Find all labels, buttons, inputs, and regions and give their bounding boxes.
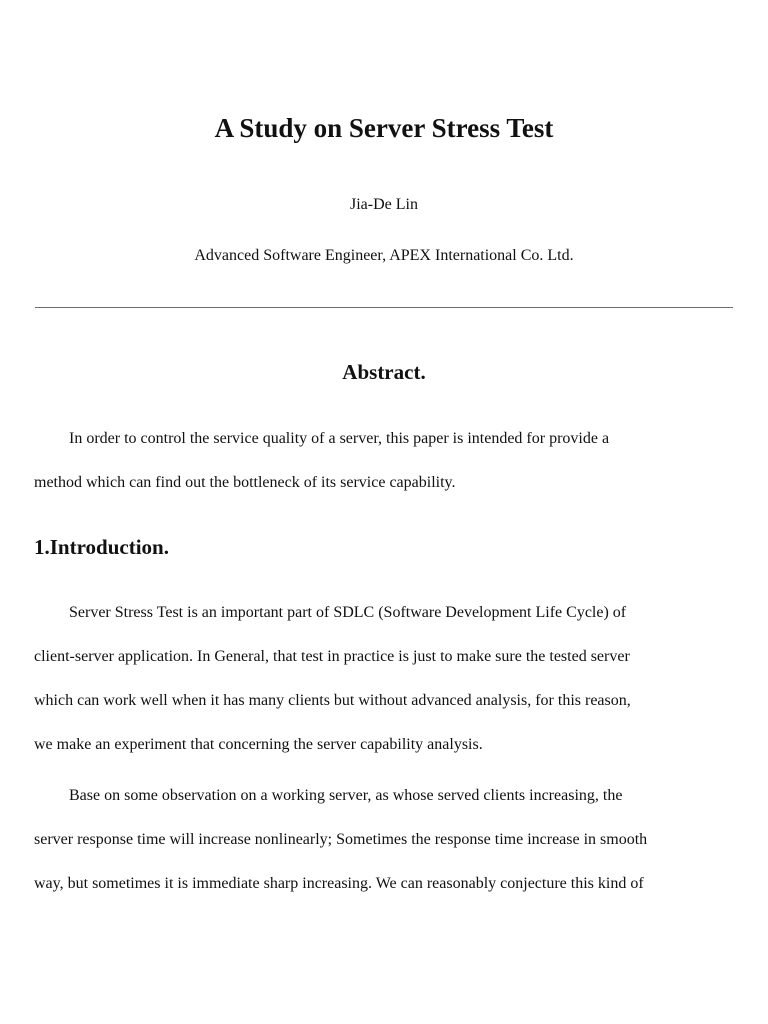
paper-title: A Study on Server Stress Test — [214, 113, 554, 143]
author-name: Jia-De Lin — [350, 196, 418, 213]
introduction-heading: 1.Introduction. — [34, 535, 169, 559]
abstract-heading: Abstract. — [342, 360, 426, 384]
paragraph-line: Server Stress Test is an important part of SDLC (Software Development Life Cycle) of — [69, 604, 627, 621]
header-divider — [35, 307, 733, 308]
paragraph-line: way, but sometimes it is immediate sharp increasing. We can reasonably conjecture this kind of — [34, 875, 644, 892]
paragraph-line: which can work well when it has many clients but without advanced analysis, for this reason, — [34, 692, 631, 709]
paragraph-line: we make an experiment that concerning the server capability analysis. — [34, 736, 483, 753]
paragraph-line: client-server application. In General, that test in practice is just to make sure the tested server — [34, 648, 630, 665]
abstract-line: In order to control the service quality of a server, this paper is intended for provide a — [69, 430, 610, 447]
author-affiliation: Advanced Software Engineer, APEX International Co. Ltd. — [194, 247, 574, 264]
paragraph-line: server response time will increase nonlinearly; Sometimes the response time increase in smooth — [34, 831, 648, 848]
paragraph-line: Base on some observation on a working server, as whose served clients increasing, the — [69, 787, 623, 804]
abstract-line: method which can find out the bottleneck of its service capability. — [34, 474, 456, 491]
